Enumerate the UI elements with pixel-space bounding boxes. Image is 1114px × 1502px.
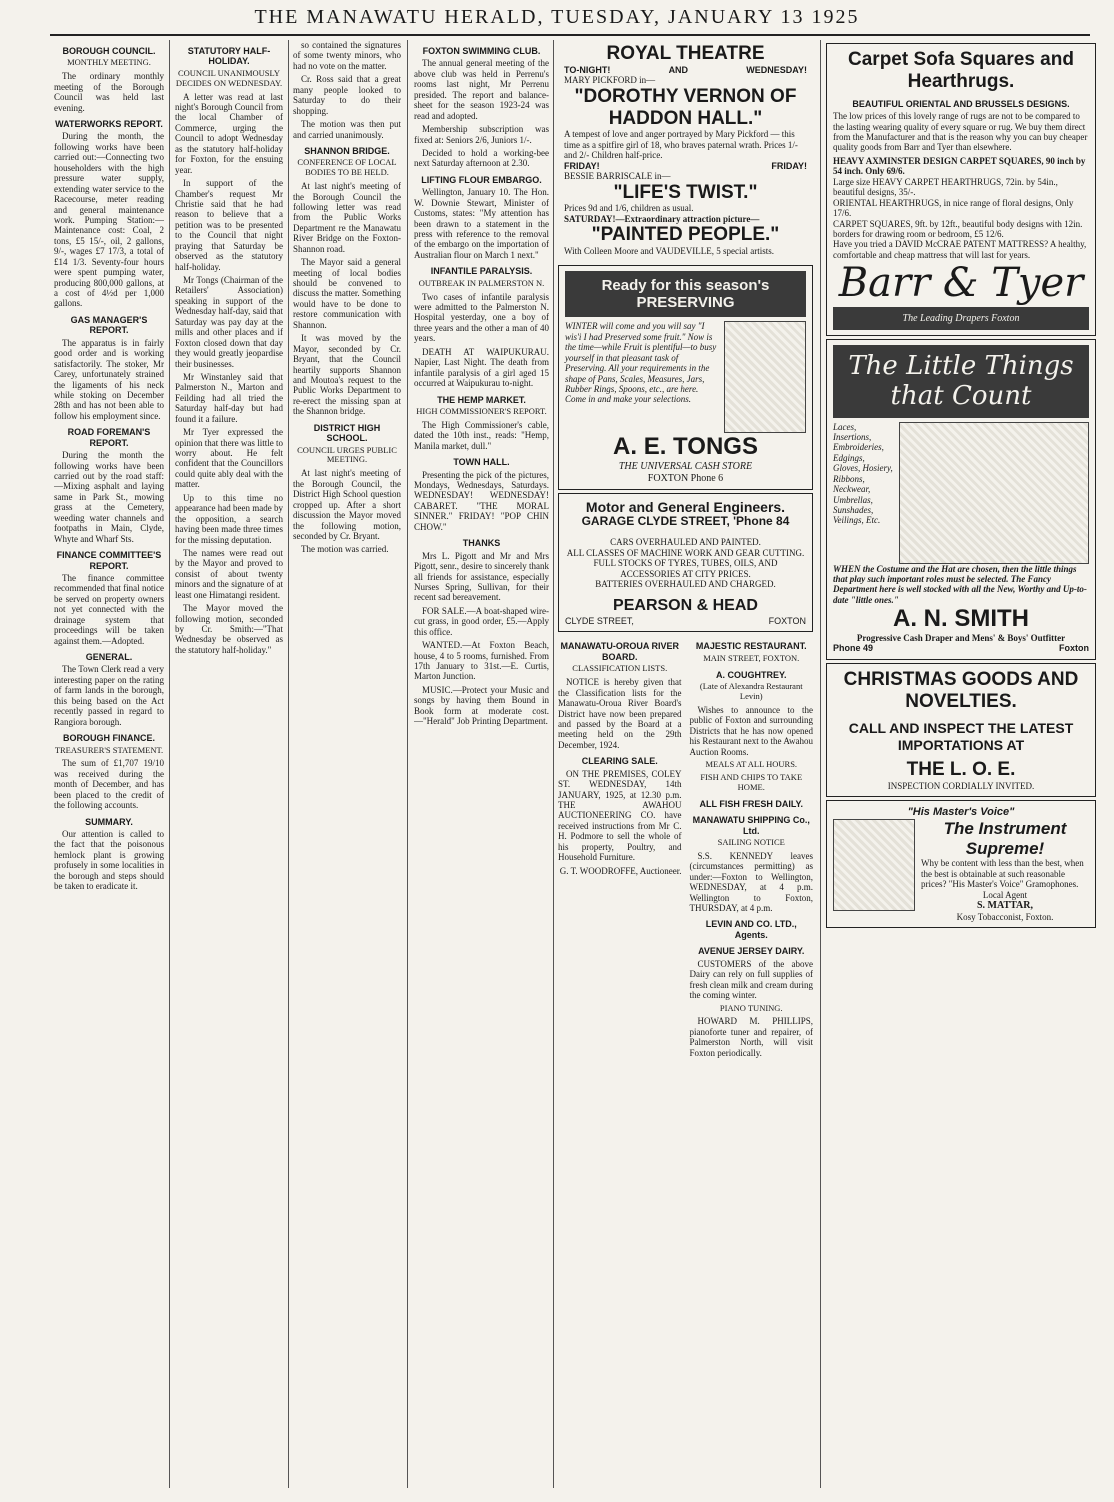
theatre-title: ROYAL THEATRE (606, 43, 765, 64)
actor: BESSIE BARRISCALE in— (564, 171, 671, 182)
classified-ad: WANTED.—At Foxton Beach, house, 4 to 5 rooms, furnished. From 17th January to 31st.—E. Curtis, Marton Junction. (414, 640, 549, 682)
notice-line: MEALS AT ALL HOURS. (705, 759, 798, 770)
paragraph: S.S. KENNEDY leaves (circumstances permitting) as under:—Foxton to Wellington, WEDNESDAY, at 4 p.m. Wellington to Foxton, THURSDAY, at 4 p.m. (689, 850, 813, 914)
headline: MAJESTIC RESTAURANT. (695, 641, 807, 652)
garage-line: GARAGE CLYDE STREET, 'Phone 84 (581, 514, 790, 529)
classified-ad: FOR SALE.—A boat-shaped wire-cut grass, in good order, £5.—Apply this office. (414, 605, 549, 637)
and-label: AND (668, 64, 689, 75)
paragraph: ON THE PREMISES, COLEY ST. WEDNESDAY, 14th JANUARY, 1925, at 12.30 p.m. THE AWAHOU AUCTIONEERING CO. have received instructions from Mr C. H. Podmore to sell the whole of his property, Poultry, and Household Furniture. (558, 768, 682, 863)
loe-name: THE L. O. E. (906, 758, 1016, 780)
agent-label: Local Agent (982, 889, 1028, 900)
carpet-item: HEAVY AXMINSTER DESIGN CARPET SQUARES, 90 inch by 54 inch. Only 69/6. (833, 155, 1086, 177)
carpet-item: Have you tried a DAVID McCRAE PATENT MATTRESS? A healthy, comfortable and cheap mattress that will last for years. (833, 239, 1087, 260)
section-heading: GENERAL. (85, 652, 133, 663)
column-divider (288, 40, 289, 1488)
paragraph: In support of the Chamber's request Mr Christie said that he had reason to believe that a petition was to be presented to the Council that night praying that Saturday be observed as the statutory half-holiday. (175, 178, 283, 272)
paragraph: During the month the following works have been carried out by the road staff:—Mixing asphalt and laying same in Park St., mowing grass at the Cemetery, weeding water channels and footpaths in Main, Clyde, Whyte and Wharf Sts. (54, 450, 164, 544)
column-draper-ads (826, 40, 1096, 1488)
friday-label: FRIDAY! (564, 160, 600, 171)
paragraph: Mr Tongs (Chairman of the Retailers' Association) speaking in support of the Wednesday half-day, said that Saturday was pay day at the mills and other places and if Foxton closed down that day they would greatly jeopardise their businesses. (175, 275, 283, 369)
subheadline: CONFERENCE OF LOCAL BODIES TO BE HELD. (297, 157, 397, 178)
advertiser-tagline: THE UNIVERSAL CASH STORE (618, 460, 753, 472)
notice-line: ALL FISH FRESH DAILY. (699, 798, 803, 809)
agent-town: Kosy Tobacconist, Foxton. (956, 911, 1054, 922)
paragraph: The finance committee recommended that final notice be served on property owners not yet connected with the drainage system that proceedings will be taken against them.—Adopted. (54, 572, 164, 646)
paragraph: HOWARD M. PHILLIPS, pianoforte tuner and repairer, of Palmerston North, will visit Foxton periodically. (689, 1016, 813, 1058)
masthead: THE MANAWATU HERALD, TUESDAY, JANUARY 13 1925 (254, 6, 860, 28)
paragraph: Two cases of infantile paralysis were admitted to the Palmerston N. Hospital yesterday, one a boy of three years and the other a man of 40 years. (414, 291, 549, 344)
subheadline: CLASSIFICATION LISTS. (572, 663, 668, 674)
pearson-head: PEARSON & HEAD (613, 597, 758, 615)
actor: MARY PICKFORD in— (564, 75, 656, 86)
paragraph: NOTICE is hereby given that the Classification lists for the Manawatu-Oroua River Board's District have now been prepared and passed by the Board at a meeting held on the 29th December, 1924. (558, 677, 682, 750)
friday-label: FRIDAY! (771, 160, 807, 171)
column-half-holiday (175, 40, 283, 1488)
paragraph: The motion was carried. (301, 544, 389, 555)
paragraph: Mrs L. Pigott and Mr and Mrs Pigott, senr., desire to sincerely thank all friends for assistance, especially Nurses Spring, Sullivan, for their recent sad bereavement. (414, 550, 549, 603)
advertiser-name: A. N. SMITH (893, 605, 1029, 633)
paragraph: The apparatus is in fairly good order and is working satisfactorily. The stoker, Mr Carey, unfortunately strained the ligaments of his neck while stoking on December 28th and has not been able to follow his employment since. (54, 337, 164, 421)
headline: AVENUE JERSEY DAIRY. (698, 946, 805, 957)
headline: TOWN HALL. (453, 457, 510, 468)
barr-tyer-tagline: The Leading Drapers Foxton (833, 307, 1089, 331)
theatre-days (564, 65, 807, 75)
motor-line: BATTERIES OVERHAULED AND CHARGED. (595, 579, 776, 590)
paragraph: During the month, the following works have been carried out:—Connecting two householders with the high pressure water supply, extending water service to the Racecourse, meter reading and general maintenance work. Pumping Station:—Maintenance cost: Coal, 2 tons, £5 15/-, oil, 2 gallons, 9/-, wages £7 17/3, a total of £14 1/3. Seventy-four hours were spent pumping water, producing 800,000 gallons, at a cost of 4½d per 1,000 gallons. (54, 131, 164, 309)
theatre-ad (558, 43, 813, 262)
subheadline: COUNCIL URGES PUBLIC MEETING. (297, 444, 397, 465)
paragraph: Our attention is called to the fact that the poisonous hemlock plant is growing profusely in some localities in the borough and steps should be taken to eradicate it. (54, 829, 164, 892)
advertiser-name: A. E. TONGS (613, 433, 758, 461)
film-title: "LIFE'S TWIST." (613, 181, 758, 203)
film-description: With Colleen Moore and VAUDEVILLE, 5 special artists. (564, 246, 775, 257)
ladies-illustration (899, 422, 1089, 564)
paragraph: It was moved by the Mayor, seconded by Cr. Bryant, that the Council heartily supports Shannon and Moutoa's request to the Public Works Department to re-erect the missing span at the Shannon bridge. (293, 333, 401, 417)
headline: MANAWATU-OROUA RIVER BOARD. (560, 641, 679, 662)
paragraph: DEATH AT WAIPUKURAU. Napier, Last Night. The death from infantile paralysis of a girl aged 15 occurred at Waipukurau to-night. (414, 346, 549, 389)
town-label: Foxton (1059, 643, 1089, 654)
column-divider (407, 40, 408, 1488)
headline: THE HEMP MARKET. (437, 394, 526, 405)
paragraph: At last night's meeting of the Borough Council the following letter was read from the Public Works Department re the Manawatu River Bridge on the Foxton-Shannon road. (293, 181, 401, 254)
film-title: "PAINTED PEOPLE." (591, 224, 780, 246)
headline: CLEARING SALE. (581, 756, 658, 767)
auctioneer: G. T. WOODROFFE, Auctioneer. (559, 865, 682, 876)
paragraph: The sum of £1,707 19/10 was received during the month of December, and has been placed to the credit of the following accounts. (54, 758, 164, 811)
carpet-title: Carpet Sofa Squares and Hearthrugs. (848, 49, 1074, 92)
town-label: FOXTON (768, 616, 806, 627)
lower-right-ads (690, 635, 814, 1061)
christmas-ad (826, 663, 1096, 797)
dog-gramophone-illustration (833, 819, 915, 911)
little-things-text: WHEN the Costume and the Hat are chosen, then the little things that play such important roles must be selected. The Fancy Department here is well stocked with all the New, Worthy and Up-to-date "little ones." (833, 563, 1087, 605)
hmv-brand: "His Master's Voice" (907, 806, 1015, 819)
lower-ads (558, 635, 813, 1061)
address-row (565, 616, 806, 626)
subheadline: SAILING NOTICE (717, 837, 785, 847)
agent-name: S. MATTAR, (976, 900, 1034, 912)
section-heading: SUMMARY. (85, 816, 133, 827)
little-things-banner: The Little Things that Count (833, 345, 1089, 417)
little-things-ad (826, 339, 1096, 660)
address: MAIN STREET, FOXTON. (703, 652, 800, 663)
subheadline: TREASURER'S STATEMENT. (54, 744, 164, 755)
section-heading: WATERWORKS REPORT. (55, 119, 163, 130)
paragraph: Wishes to announce to the public of Foxton and surrounding Districts that he has now opened his Restaurant next to the Awahou Auction Rooms. (689, 704, 813, 757)
hmv-text: Why be content with less than the best, when the best is obtainable at such reasonable prices? "His Master's Voice" Gramophones. (921, 858, 1084, 890)
subheadline: HIGH COMMISSIONER'S REPORT. (416, 405, 547, 416)
fancy-goods-list: Laces, Insertions, Embroideries, Edgings, Gloves, Hosiery, Ribbons, Neckwear, Umbrellas, Sunshades, Veilings, Etc. (833, 421, 893, 526)
paragraph: The motion was then put and carried unanimously. (293, 119, 401, 140)
paragraph: Cr. Ross said that a great many people looked to Saturday to do their shopping. (293, 74, 401, 116)
paragraph: Presenting the pick of the pictures, Mondays, Wednesdays, Saturdays. WEDNESDAY! WEDNESDAY! CABARET. "THE MORAL SINNER." FRIDAY! "POP CHIN CHOW." (414, 469, 549, 532)
headline: STATUTORY HALF-HOLIDAY. (187, 46, 271, 67)
subheadline: PIANO TUNING. (719, 1002, 783, 1013)
headline: BOROUGH FINANCE. (63, 733, 155, 744)
gramophone-ad (826, 800, 1096, 928)
prices: Prices 9d and 1/6, children as usual. (564, 203, 694, 214)
contact-row (833, 643, 1089, 653)
street-label: CLYDE STREET, (565, 616, 634, 627)
motor-line: FULL STOCKS OF TYRES, TUBES, OILS, AND ACCESSORIES AT CITY PRICES. (593, 558, 778, 579)
agent: LEVIN AND CO. LTD., Agents. (705, 919, 797, 940)
saturday-line: SATURDAY!—Extraordinary attraction picture— (564, 213, 760, 224)
column-divider (820, 40, 821, 1488)
advertiser-phone: FOXTON Phone 6 (647, 472, 724, 484)
invitation: INSPECTION CORDIALLY INVITED. (887, 780, 1035, 791)
call-inspect: CALL AND INSPECT THE LATEST IMPORTATIONS AT (848, 720, 1074, 753)
barr-tyer-logo: Barr & Tyer (838, 260, 1084, 307)
motor-line: CARS OVERHAULED AND PAINTED. (610, 537, 761, 548)
paragraph: CUSTOMERS of the above Dairy can rely on full supplies of fresh clean milk and cream during the coming winter. (689, 958, 813, 1001)
subheadline: OUTBREAK IN PALMERSTON N. (418, 277, 545, 288)
subheadline: MONTHLY MEETING. (67, 57, 151, 68)
proprietor-note: (Late of Alexandra Restaurant Levin) (699, 681, 803, 702)
carpet-ad (826, 43, 1096, 336)
masthead-rule (50, 34, 1090, 36)
paragraph: Membership subscription was fixed at: Seniors 2/6, Juniors 1/-. (414, 124, 549, 145)
preserving-text: WINTER will come and you will say "I wis'i I had Preserved some fruit." Now is the time—while Fruit is plentiful—to busy yourself in that pleasant task of Preserving. All your requirements in the shape of Pans, Scales, Measures, Jars, Rubber Rings, Spoons, etc., are here. Come in and make your selections. (565, 321, 717, 405)
paragraph: The Mayor moved the following motion, seconded by Cr. Smith:—"That Wednesday be observed as the statutory half-holiday." (175, 603, 283, 655)
headline: BOROUGH COUNCIL. (62, 46, 156, 56)
motor-line: ALL CLASSES OF MACHINE WORK AND GEAR CUTTING. (566, 547, 805, 558)
column-divider (553, 40, 554, 1488)
preserving-banner: Ready for this season's PRESERVING (565, 271, 806, 318)
section-heading: GAS MANAGER'S REPORT. (70, 314, 148, 336)
paragraph: A letter was read at last night's Borough Council from the local Chamber of Commerce, urging the Council to adopt Wednesday as the statutory half-holiday for Foxton, for the ensuing year. (175, 91, 283, 175)
subheadline: COUNCIL UNANIMOUSLY DECIDES ON WEDNESDAY. (175, 67, 283, 88)
proprietor: A. COUGHTREY. (715, 669, 787, 680)
column-ads (558, 40, 813, 1488)
paragraph: Decided to hold a working-bee next Saturday afternoon at 2.30. (414, 147, 549, 169)
motor-engineers-ad (558, 493, 813, 632)
friday-row (564, 161, 807, 171)
paragraph: At last night's meeting of the Borough Council, the District High School question cropped up. After a short discussion the Mayor moved the following motion, seconded by Cr. Bryant. (293, 468, 401, 541)
phone-label: Phone 49 (833, 643, 874, 654)
film-description: A tempest of love and anger portrayed by Mary Pickford — this time as a spitfire girl of 18, who braves paternal wrath. Prices 1/- and 2/- Children half-price. (564, 129, 798, 161)
preserving-ad (558, 265, 813, 491)
section-heading: FINANCE COMMITTEE'S REPORT. (56, 550, 162, 571)
headline: FOXTON SWIMMING CLUB. (422, 46, 541, 56)
headline: DISTRICT HIGH SCHOOL. (313, 422, 381, 444)
motor-title: Motor and General Engineers. (585, 499, 786, 516)
paragraph: The High Commissioner's cable, dated the 10th inst., reads: "Hemp, Manila market, dull." (414, 419, 549, 451)
column-news (414, 40, 549, 1488)
paragraph: The names were read out by the Mayor and proved to consist of about twenty minors and the signature of at least one Himatangi resident. (175, 547, 283, 600)
paragraph: Mr Winstanley said that Palmerston N., Marton and Feilding had all tried the Saturday half-day but had found it a failure. (175, 371, 283, 424)
headline: THANKS (462, 538, 501, 549)
film-title: "DOROTHY VERNON OF HADDON HALL." (574, 85, 797, 129)
column-divider (169, 40, 170, 1488)
headline: SHANNON BRIDGE. (304, 145, 390, 156)
section-heading: ROAD FOREMAN'S REPORT. (67, 427, 151, 448)
classified-ad: MUSIC.—Protect your Music and songs by having them Bound in Book form at moderate cost.—"Herald" Job Printing Department. (414, 684, 549, 727)
woman-preserving-illustration (724, 321, 806, 433)
paragraph: The Mayor said a general meeting of local bodies should be convened to discuss the matter. Something would have to be done to restore communication with Shannon. (293, 257, 401, 330)
paragraph: so contained the signatures of some twenty minors, who had no vote on the matter. (293, 40, 401, 71)
lower-left-ads (558, 635, 682, 1061)
headline: INFANTILE PARALYSIS. (430, 266, 533, 277)
advertiser-tagline: Progressive Cash Draper and Mens' & Boys' Outfitter (856, 632, 1066, 643)
wednesday-label: WEDNESDAY! (746, 64, 807, 75)
column-borough-council (54, 40, 164, 1488)
paragraph: Mr Tyer expressed the opinion that there was little to worry about. He felt confident that the Councillors could quite ably deal with the matter. (175, 427, 283, 490)
paragraph: The Town Clerk read a very interesting paper on the rating of farm lands in the borough, this being based on the Act recently passed in regard to Rangiora borough. (54, 664, 164, 727)
carpet-item: Large size HEAVY CARPET HEARTHRUGS, 72in. by 54in., beautiful designs, 35/-. (833, 176, 1058, 198)
column-shannon-bridge (293, 40, 401, 1488)
paragraph: The ordinary monthly meeting of the Borough Council was held last evening. (54, 71, 164, 113)
carpet-item: ORIENTAL HEARTHRUGS, in nice range of floral designs, Only 17/6. (833, 197, 1074, 219)
instrument-title: The Instrument Supreme! (943, 818, 1067, 858)
notice-line: FISH AND CHIPS TO TAKE HOME. (700, 771, 803, 792)
carpet-subtitle: BEAUTIFUL ORIENTAL AND BRUSSELS DESIGNS. (852, 98, 1070, 109)
headline: LIFTING FLOUR EMBARGO. (421, 174, 542, 185)
paragraph: The annual general meeting of the above club was held in Perrenu's rooms last night, Mr Perrenu presided. The report and balance-sheet for the season 1923-24 was read and adopted. (414, 58, 549, 121)
headline: MANAWATU SHIPPING Co., Ltd. (692, 815, 810, 836)
carpet-text: The low prices of this lovely range of rugs are not to be compared to the lasting wearing quality of every square or rug. We buy them direct from the Manufacturer and that is the reason why you can buy cheaper quality goods from Barr and Tyer than elsewhere. (833, 111, 1088, 153)
carpet-item: CARPET SQUARES, 9ft. by 12ft., beautiful body designs with 12in. borders for drawing room or bedroom, £5 12/6. (833, 218, 1083, 239)
christmas-title: CHRISTMAS GOODS AND NOVELTIES. (843, 668, 1079, 712)
paragraph: Up to this time no appearance had been made by the opposition, a search having been made three times for the missing deputation. (175, 492, 283, 545)
tonight-label: TO-NIGHT! (564, 64, 611, 75)
paragraph: Wellington, January 10. The Hon. W. Downie Stewart, Minister of Customs, states: "My attention has been drawn to a statement in the press with reference to the removal of the embargo on the importation of Australian flour on March 1 next." (414, 187, 549, 260)
